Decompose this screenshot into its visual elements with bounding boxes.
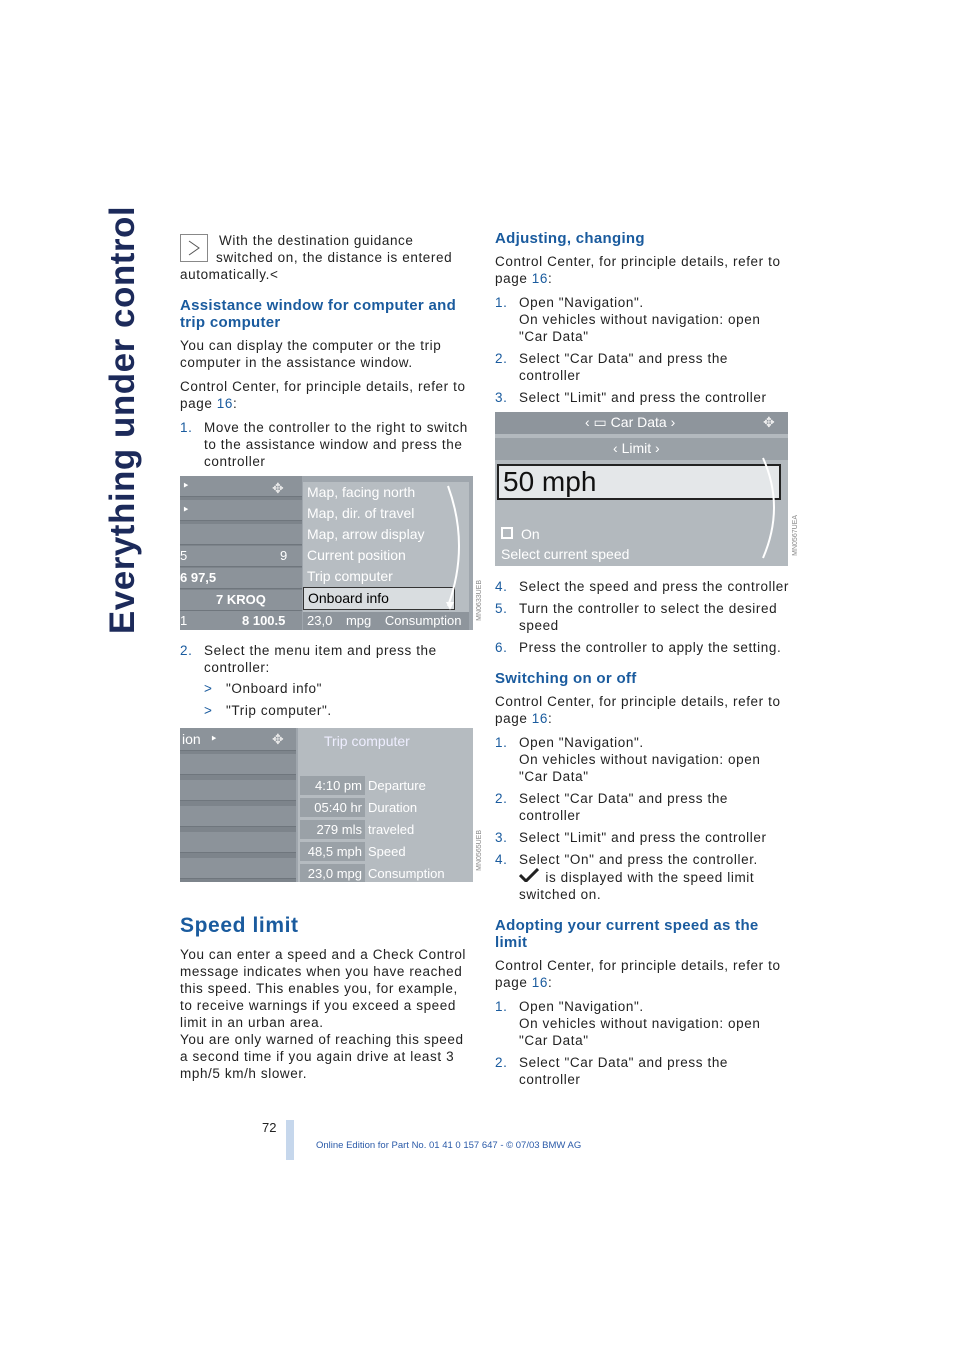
steps-list xyxy=(495,578,790,656)
page-link[interactable]: 16 xyxy=(531,271,549,286)
left-column xyxy=(180,232,472,477)
paragraph: Control Center, for principle details, refer to page 16: xyxy=(495,958,781,990)
page-link[interactable]: 16 xyxy=(531,711,549,726)
trip-row-value: 4:10 pm xyxy=(300,776,365,795)
trip-row-value: 05:40 hr xyxy=(300,798,365,817)
select-current-speed-option[interactable]: Select current speed xyxy=(501,546,630,562)
trip-row-value: 279 mls xyxy=(300,820,365,839)
menu-item-selected[interactable]: Onboard info xyxy=(303,587,455,610)
screen-subtitle: ‹ Limit › xyxy=(613,440,660,456)
page-link[interactable]: 16 xyxy=(531,975,549,990)
screen-trip-computer: ion ‣ ✥ Trip computer 4:10 pm Departure 05:40 hr Duration 279 mls traveled 48,5 mph Speed 23,0 mpg Consumption xyxy=(180,728,473,882)
heading-switching: Switching on or off xyxy=(495,670,637,687)
right-column-mid xyxy=(495,578,790,1095)
list-item: 4. Select the speed and press the controller xyxy=(495,579,789,594)
menu-item[interactable]: Trip computer xyxy=(307,568,393,584)
trip-row-label: Departure xyxy=(368,778,426,793)
list-item: 3. Select "Limit" and press the controller xyxy=(495,390,767,405)
bullet-item: > "Trip computer". xyxy=(204,703,332,718)
left-column-cont xyxy=(180,642,472,726)
list-item: 2. Select the menu item and press the controller: > "Onboard info" > "Trip computer". xyxy=(180,642,472,719)
speed-limit-section xyxy=(180,914,472,1089)
navigation-arrows-icon: ✥ xyxy=(272,731,284,747)
scroll-arc-icon xyxy=(757,452,787,562)
page-bar xyxy=(286,1120,294,1160)
trip-row-label: traveled xyxy=(368,822,415,837)
menu-item[interactable]: Current position xyxy=(307,547,406,563)
right-column-top xyxy=(495,216,790,413)
list-item: 2. Select "Car Data" and press the controller xyxy=(495,351,729,383)
list-item: 1. Open "Navigation". On vehicles without navigation: open "Car Data" xyxy=(495,295,761,344)
paragraph: Control Center, for principle details, refer to page 16: xyxy=(495,254,781,286)
heading-adopting: Adopting your current speed as the limit xyxy=(495,917,759,951)
list-item: 3. Select "Limit" and press the controller xyxy=(495,830,767,845)
heading-speed-limit: Speed limit xyxy=(180,914,299,937)
steps-list xyxy=(180,419,472,470)
list-item: 5. Turn the controller to select the desired speed xyxy=(495,601,778,633)
bullet-list xyxy=(204,680,472,719)
list-item: 2. Select "Car Data" and press the controller xyxy=(495,791,729,823)
paragraph: You are only warned of reaching this speed a second time if you again drive at least 3 mph/5 km/h slower. xyxy=(180,1032,464,1081)
paragraph: Control Center, for principle details, refer to page 16: xyxy=(180,379,466,411)
note-triangle-icon xyxy=(180,234,208,262)
paragraph: You can display the computer or the trip computer in the assistance window. xyxy=(180,338,442,370)
screen-car-data-limit xyxy=(495,412,788,566)
list-item: 4. Select "On" and press the controller. is displayed with the speed limit switched on. xyxy=(495,852,758,902)
trip-row-label: Duration xyxy=(368,800,418,815)
list-item: 1. Move the controller to the right to switch to the assistance window and press the controller xyxy=(180,420,468,469)
screen-assistance-menu: ‣ ‣ 5 9 6 97,5 7 KROQ 1 8 100.5 ✥ Map, facing north Map, dir. of travel Map, arrow display Current position Trip computer Onboard info 23,0 mpg Consumption xyxy=(180,476,473,630)
page-number: 72 xyxy=(262,1120,277,1135)
steps-list xyxy=(180,642,472,719)
menu-item[interactable]: Map, arrow display xyxy=(307,526,425,542)
trip-row-value: 23,0 mpg xyxy=(300,864,365,882)
sidebar-chapter-title: Everything under control xyxy=(103,205,142,635)
footer-text: Online Edition for Part No. 01 41 0 157 647 - © 07/03 BMW AG xyxy=(316,1140,582,1151)
screen-title: Trip computer xyxy=(324,733,410,749)
list-item: 1. Open "Navigation". On vehicles without navigation: open "Car Data" xyxy=(495,735,761,784)
heading-assistance-window: Assistance window for computer and trip computer xyxy=(180,297,457,331)
menu-item[interactable]: Map, dir. of travel xyxy=(307,505,415,521)
trip-row-label: Speed xyxy=(368,844,406,859)
scroll-arc-icon xyxy=(442,476,472,616)
paragraph: You can enter a speed and a Check Control message indicates when you have reached this speed. This enables you, for example, to receive warnings if you exceed a speed limit in an urban area. xyxy=(180,947,467,1030)
steps-list xyxy=(495,734,790,903)
paragraph: Control Center, for principle details, refer to page 16: xyxy=(495,694,781,726)
screen-title: ‹ ▭ Car Data › xyxy=(585,414,676,430)
trip-row-label: Consumption xyxy=(368,866,445,881)
trip-row-value: 48,5 mph xyxy=(300,842,365,861)
on-option[interactable]: On xyxy=(501,526,540,542)
checkmark-icon xyxy=(519,868,541,886)
steps-list xyxy=(495,998,790,1088)
speed-value-field[interactable]: 50 mph xyxy=(497,464,781,500)
navigation-arrows-icon: ✥ xyxy=(763,414,775,430)
list-item: 1. Open "Navigation". On vehicles without navigation: open "Car Data" xyxy=(495,999,761,1048)
steps-list xyxy=(495,294,790,406)
navigation-arrows-icon: ✥ xyxy=(272,480,284,496)
list-item: 2. Select "Car Data" and press the controller xyxy=(495,1055,729,1087)
list-item: 6. Press the controller to apply the setting. xyxy=(495,640,782,655)
menu-item[interactable]: Map, facing north xyxy=(307,484,416,500)
bullet-item: > "Onboard info" xyxy=(204,681,323,696)
note-paragraph: With the destination guidance switched on, the distance is entered automatically.< xyxy=(180,233,453,282)
page-link[interactable]: 16 xyxy=(216,396,234,411)
heading-adjusting: Adjusting, changing xyxy=(495,230,645,247)
